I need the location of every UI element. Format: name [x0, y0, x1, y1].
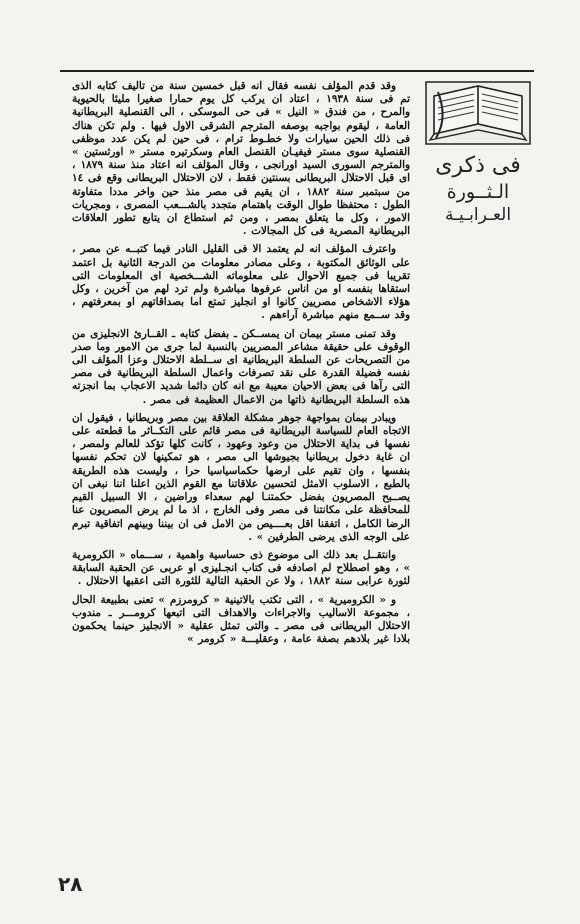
series-title-line-2: الـثــورة	[446, 181, 510, 203]
article-body	[72, 80, 410, 651]
page-number: ٢٨	[58, 872, 83, 896]
open-book-icon	[424, 78, 532, 148]
paragraph-1: وقد قدم المؤلف نفسه فقال انه قبل خمسين سنة من تاليف كتابه الذى تم فى سنة ١٩٣٨ ، اعتاد ان يركب كل يوم حمارا صغيرا مليئا بالحيوية والمرح ، من فندق « النيل » فى حى الموسكى ، الى القنصلية البريطانية العامة ، ليقوم بواجبه بوصفه المترجم الشرقى الاول فيها . ولم تكن هناك فى ذلك الحين سيارات ولا خطـوط ترام ، فى حين لم يكن عدد موظفى القنصلية سوى مستر فيفيـان القنصل العام وسكرتيره مستر « اورثستين » والمترجم السورى السيد اورانجى ، وقال المؤلف انه اعتاد منذ سنة ١٨٧٩ ، اى قبل الاحتلال البريطانى بسنتين فقط ، لان الاحتلال البريطانى وقع فى ١٤ من سبتمبر سنة ١٨٨٢ ، ان يقيم فى مصر منذ حين واخر مددا متفاوتة الطول : محتفظا طوال الوقت باهتمام متجدد بالشـــعب المصرى ، ومجريات الامور ، وكل ما يتعلق بمصر ، ومن ثم استطاع ان يتابع تطور العلاقات البريطانية المصرية فى كل المجالات .	[72, 80, 410, 238]
paragraph-3: وقد تمنى مستر بيمان ان يمســكن ـ بفضل كتابه ـ القــارئ الانجليزى من الوقوف على حقيقة مشاعر المصريين بالنسبة لما جرى من الامور وما صدر من التصريحات عن السلطة البريطانية اى ســلطة الاحتلال وعزا المؤلف الى نفسه فضيلة القدرة على نقد تصرفات واعمال السلطة البريطانية فى مصر التى رآها فى بعض الاحيان معيبة مع انه كان دائما شديد الاعجاب بما انجزته هذه السلطة البريطانية ذاتها من الاعمال العظيمة فى مصر .	[72, 327, 410, 406]
series-title-line-1: فى ذكرى	[435, 153, 521, 178]
paragraph-5: وانتقــل بعد ذلك الى موضوع ذى حساسية واهمية ، ســـماه « الكرومرية » ، وهو اصطلاح لم اصادفه فى كتاب انجـليزى او عربى عن الحقبة السابقة لثورة عرابى سنة ١٨٨٢ ، ولا عن الحقبة التالية للثورة التى اعقبها الاحتلال .	[72, 548, 410, 588]
series-title	[422, 152, 534, 227]
paragraph-4: ويبادر بيمان بمواجهة جوهر مشكلة العلاقة بين مصر وبريطانيا ، فيقول ان الاتجاه العام للسياسة البريطانية فى مصر قائم على التكــاثر ما قطعته على نفسها فى بداية الاحتلال من وعود وعهود ، كانت كلها تؤكد للعالم ولمصر ، ان غاية دخول بريطانيا بجيوشها الى مصر ، هو تمكينها لان تحكم نفسها بنفسها ، وان تقيم على ارضها حكماسياسيا حرا ، وليست هذه الطريقة بالطبع ، الاسلوب الامثل لتحسين علاقاتنا مع القوم الذين اعلنا اننا نبغى ان يصــبح المصريون بفضل حكمتنـا لهم سعداء وراضين ، الا السبيل القيم للمحافظة على مكانتنا فى مصر وفى الخارج ، اذ ما لم يرض المصريون عنا الرضا الكامل ، اتفقنا اقل بعــــيص من الامل فى ان بيننا وبينهم اتفاقية تبرم على الوجه الذى يرضى الطرفين » .	[72, 411, 410, 543]
header-rule	[60, 70, 534, 72]
paragraph-6: و « الكروميرية » ، التى تكتب بالاتينية « كرومرزم » تعنى بطبيعة الحال ، مجموعة الاساليب والاجراءات والاهداف التى اتبعها كرومـــر ـ مندوب الاحتلال البريطانى فى مصر ـ والتى تمثل عقلية « الانجليز حينما يحكمون بلادا غير بلادهم بصفة عامة ، وعقليـــة « كرومر »	[72, 593, 410, 646]
paragraph-2: واعترف المؤلف انه لم يعتمد الا فى القليل النادر فيما كتبــه عن مصر ، على الوثائق المكتوبة ، وعلى مصادر معلومات من الدرجة الثانية بل اعتمد تقريبا فى جميع الاحوال على معلوماته الشـــخصية اى المعلومات التى استقاها بنفسه او من اناس عرفوها مباشرة ولم ترد لهم من آخرين ، وكل هؤلاء الاشخاص مصريين كانوا او انجليز تمتع اما بصداقاتهم او بمعرفتهم ، وقد ســمع منهم مباشرة آراءهم .	[72, 243, 410, 322]
series-title-line-3: العـرابـيـة	[444, 205, 512, 225]
